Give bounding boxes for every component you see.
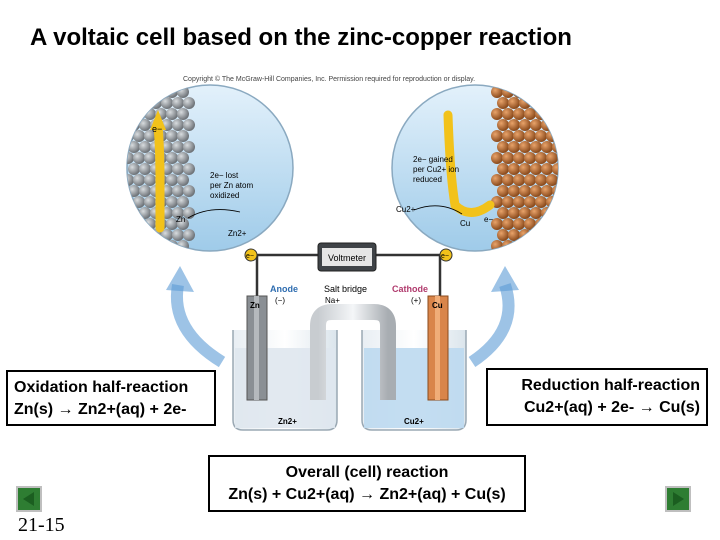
voltmeter <box>318 243 376 271</box>
atom-sphere <box>530 207 542 219</box>
atom-sphere <box>535 174 547 186</box>
atom-sphere <box>535 152 547 164</box>
atom-sphere <box>513 152 525 164</box>
atom-sphere <box>139 185 151 197</box>
reduction-equation: Cu2+(aq) + 2e- → Cu(s) <box>523 399 700 416</box>
atom-sphere <box>508 141 520 153</box>
atom-sphere <box>508 163 520 175</box>
cathode-sign: (+) <box>411 296 421 305</box>
atom-sphere <box>513 240 525 252</box>
atom-sphere <box>177 108 189 120</box>
atom-sphere <box>133 240 145 252</box>
zinc-note-line-2: per Zn atom <box>210 181 254 190</box>
atom-sphere <box>166 108 178 120</box>
atom-sphere <box>535 240 547 252</box>
atom-sphere <box>166 152 178 164</box>
atom-sphere <box>166 196 178 208</box>
overall-reaction-box <box>208 455 526 512</box>
atom-sphere <box>530 185 542 197</box>
atom-sphere <box>519 207 531 219</box>
triangle-left-icon <box>18 488 40 510</box>
atom-sphere <box>150 97 162 109</box>
atom-sphere <box>497 141 509 153</box>
atom-sphere <box>552 207 564 219</box>
atom-sphere <box>530 229 542 241</box>
voltmeter-label: Voltmeter <box>327 253 367 263</box>
atom-sphere <box>183 141 195 153</box>
overall-equation: Zn(s) + Cu2+(aq) → Zn2+(aq) + Cu(s) <box>228 486 506 503</box>
na-ion-label: Na+ <box>325 296 340 305</box>
oxidation-box <box>6 370 216 426</box>
atom-sphere <box>535 130 547 142</box>
atom-sphere <box>497 97 509 109</box>
reduction-heading: Reduction half-reaction <box>521 377 700 394</box>
atom-sphere <box>513 196 525 208</box>
atom-sphere <box>166 130 178 142</box>
atom-sphere <box>530 163 542 175</box>
so4-ion-label: SO42− <box>350 304 376 313</box>
atom-sphere <box>508 97 520 109</box>
anode-label: Anode <box>270 284 298 294</box>
atom-sphere <box>139 163 151 175</box>
atom-sphere <box>128 229 140 241</box>
atom-sphere <box>139 229 151 241</box>
atom-sphere <box>122 218 134 230</box>
wire-electron-left-label: e− <box>246 253 254 260</box>
atom-sphere <box>128 97 140 109</box>
atom-sphere <box>144 152 156 164</box>
atom-sphere <box>530 119 542 131</box>
atom-sphere <box>546 174 558 186</box>
atom-sphere <box>122 108 134 120</box>
atom-sphere <box>497 185 509 197</box>
atom-sphere <box>546 240 558 252</box>
atom-sphere <box>508 185 520 197</box>
atom-sphere <box>535 86 547 98</box>
atom-sphere <box>513 218 525 230</box>
atom-sphere <box>183 119 195 131</box>
atom-sphere <box>552 229 564 241</box>
atom-sphere <box>172 163 184 175</box>
copper-ion-beaker-label: Cu2+ <box>404 417 424 426</box>
atom-sphere <box>519 141 531 153</box>
atom-sphere <box>122 86 134 98</box>
atom-sphere <box>172 97 184 109</box>
copper-note-line-2: per Cu2+ ion <box>413 165 460 174</box>
copper-note-line-1: 2e− gained <box>413 155 453 164</box>
atom-sphere <box>122 240 134 252</box>
atom-sphere <box>502 152 514 164</box>
atom-sphere <box>133 174 145 186</box>
zinc-note-line-1: 2e− lost <box>210 171 239 180</box>
atom-sphere <box>546 86 558 98</box>
atom-sphere <box>524 196 536 208</box>
atom-sphere <box>172 119 184 131</box>
atom-sphere <box>541 119 553 131</box>
right-circle-cu-ion-label: Cu2+ <box>396 205 416 214</box>
atom-sphere <box>502 108 514 120</box>
atom-sphere <box>491 240 503 252</box>
zinc-note-line-3: oxidized <box>210 191 240 200</box>
reduction-box <box>486 368 708 426</box>
atom-sphere <box>177 174 189 186</box>
atom-sphere <box>133 86 145 98</box>
atom-sphere <box>177 152 189 164</box>
cathode-label: Cathode <box>392 284 428 294</box>
atom-sphere <box>524 152 536 164</box>
atom-sphere <box>491 108 503 120</box>
atom-sphere <box>491 130 503 142</box>
atom-sphere <box>502 130 514 142</box>
atom-sphere <box>122 130 134 142</box>
atom-sphere <box>139 97 151 109</box>
atom-sphere <box>541 207 553 219</box>
atom-sphere <box>497 207 509 219</box>
atom-sphere <box>183 163 195 175</box>
atom-sphere <box>139 207 151 219</box>
atom-sphere <box>524 174 536 186</box>
atom-sphere <box>139 119 151 131</box>
atom-sphere <box>519 163 531 175</box>
atom-sphere <box>546 196 558 208</box>
atom-sphere <box>541 185 553 197</box>
atom-sphere <box>502 86 514 98</box>
atom-sphere <box>519 97 531 109</box>
atom-sphere <box>183 185 195 197</box>
atom-sphere <box>128 207 140 219</box>
atom-sphere <box>535 108 547 120</box>
atom-sphere <box>552 141 564 153</box>
atom-sphere <box>513 108 525 120</box>
zinc-magnified-circle <box>122 85 293 252</box>
previous-slide-button[interactable] <box>16 486 42 512</box>
overall-heading: Overall (cell) reaction <box>285 464 449 481</box>
atom-sphere <box>546 108 558 120</box>
atom-sphere <box>502 174 514 186</box>
atom-sphere <box>128 163 140 175</box>
atom-sphere <box>155 86 167 98</box>
atom-sphere <box>177 130 189 142</box>
atom-sphere <box>513 130 525 142</box>
atom-sphere <box>508 119 520 131</box>
atom-sphere <box>133 196 145 208</box>
atom-sphere <box>508 207 520 219</box>
copyright-notice: Copyright © The McGraw-Hill Companies, Inc. Permission required for reproduction or display. <box>183 76 476 83</box>
zinc-electrode-label: Zn <box>250 301 260 310</box>
atom-sphere <box>144 196 156 208</box>
magnify-arrow-left <box>166 266 222 362</box>
atom-sphere <box>491 174 503 186</box>
atom-sphere <box>133 218 145 230</box>
atom-sphere <box>530 141 542 153</box>
slide-title: A voltaic cell based on the zinc-copper reaction <box>30 24 572 51</box>
magnify-arrow-right <box>472 266 519 362</box>
atom-sphere <box>513 86 525 98</box>
left-circle-zn-label: Zn <box>176 215 186 224</box>
atom-sphere <box>524 130 536 142</box>
atom-sphere <box>502 218 514 230</box>
atom-sphere <box>183 97 195 109</box>
copper-electrode-label: Cu <box>432 301 443 310</box>
atom-sphere <box>497 229 509 241</box>
salt-bridge-label: Salt bridge <box>324 284 368 294</box>
atom-sphere <box>524 218 536 230</box>
atom-sphere <box>155 240 167 252</box>
atom-sphere <box>172 141 184 153</box>
atom-sphere <box>524 240 536 252</box>
atom-sphere <box>166 174 178 186</box>
oxidation-heading: Oxidation half-reaction <box>14 379 189 396</box>
atom-sphere <box>161 97 173 109</box>
oxidation-equation: Zn(s) → Zn2+(aq) + 2e- <box>14 401 187 418</box>
atom-sphere <box>524 86 536 98</box>
atom-sphere <box>497 119 509 131</box>
anode-sign: (−) <box>275 296 285 305</box>
atom-sphere <box>552 97 564 109</box>
slide-number: 21-15 <box>18 514 65 536</box>
atom-sphere <box>541 141 553 153</box>
atom-sphere <box>541 163 553 175</box>
atom-sphere <box>128 141 140 153</box>
left-circle-zn-ion-label: Zn2+ <box>228 229 247 238</box>
atom-sphere <box>502 196 514 208</box>
atom-sphere <box>519 185 531 197</box>
atom-sphere <box>144 240 156 252</box>
atom-sphere <box>144 86 156 98</box>
atom-sphere <box>497 163 509 175</box>
wire-electron-right-label: e− <box>441 253 449 260</box>
zinc-ion-beaker-label: Zn2+ <box>278 417 297 426</box>
atom-sphere <box>172 185 184 197</box>
atom-sphere <box>144 218 156 230</box>
right-circle-electron-label: e− <box>484 215 494 224</box>
atom-sphere <box>177 240 189 252</box>
atom-sphere <box>519 119 531 131</box>
atom-sphere <box>541 229 553 241</box>
atom-sphere <box>541 97 553 109</box>
copper-beaker <box>362 330 466 430</box>
atom-sphere <box>546 218 558 230</box>
next-slide-button[interactable] <box>665 486 691 512</box>
atom-sphere <box>513 174 525 186</box>
right-circle-cu-label: Cu <box>460 219 471 228</box>
atom-sphere <box>177 196 189 208</box>
left-circle-electron-label: e− <box>152 124 163 134</box>
atom-sphere <box>491 152 503 164</box>
triangle-right-icon <box>667 488 689 510</box>
copper-note-line-3: reduced <box>413 175 442 184</box>
atom-sphere <box>133 152 145 164</box>
atom-sphere <box>139 141 151 153</box>
atom-sphere <box>552 119 564 131</box>
atom-sphere <box>183 229 195 241</box>
atom-sphere <box>546 152 558 164</box>
atom-sphere <box>144 174 156 186</box>
atom-sphere <box>172 229 184 241</box>
atom-sphere <box>535 196 547 208</box>
